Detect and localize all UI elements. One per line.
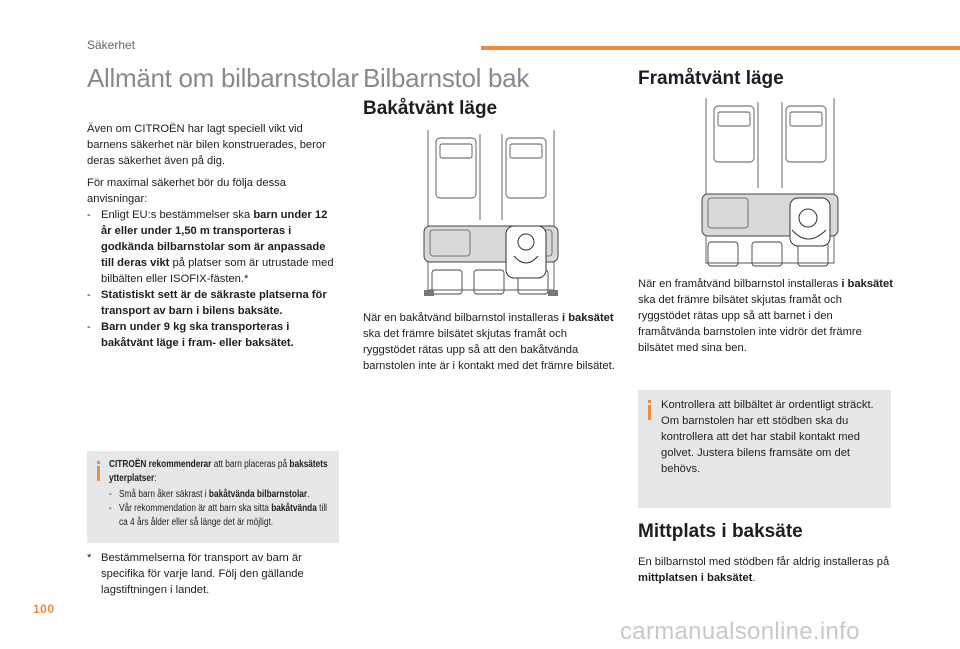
- note-text: CITROËN rekommenderar att barn placeras på baksätets ytterplatser: - Små barn åker säkrast i bakåtvända bilbarnstolar. - Vår rekommendation är att barn ska sitta bakåtvända till ca 4 års ålder eller så länge det är möjligt.: [109, 459, 328, 528]
- col2-title: Bilbarnstol bak: [363, 63, 530, 93]
- col3-title: Framåtvänt läge: [638, 68, 784, 89]
- col1-title: Allmänt om bilbarnstolar: [87, 63, 359, 93]
- rear-facing-seat-illustration: [418, 130, 564, 302]
- forward-facing-seat-illustration: [700, 98, 840, 270]
- info-icon: [648, 400, 651, 403]
- col1-intro: Även om CITROËN har lagt speciell vikt vid barnens säkerhet när bilen konstruerades, beror deras säkerhet även på dig.: [87, 123, 326, 167]
- note-text: Kontrollera att bilbältet är ordentligt sträckt. Om barnstolen har ett stödben ska du kontrollera att det har stabil kontakt med golvet. Justera bilens framsäte om det behövs.: [661, 399, 874, 475]
- col3-subtitle: Mittplats i baksäte: [638, 521, 803, 542]
- col2-subtitle: Bakåtvänt läge: [363, 98, 498, 119]
- col3-paragraph: När en framåtvänd bilbarnstol installeras i baksätet ska det främre bilsätet skjutas framåt och ryggstödet rätas upp så att barnet i den framåtvända barnstolen inte vidrör det främre bilsätet med sina ben.: [638, 278, 893, 354]
- bullet-2: - Statistiskt sett är de säkraste platserna för transport av barn i bilens baksäte.: [87, 289, 327, 317]
- bullet-1: - Enligt EU:s bestämmelser ska barn under 12 år eller under 1,50 m transporteras i godkända bilbarnstolar som är anpassade till deras vikt på platser som är utrustade med bilbälten eller ISOFIX-fästen.*: [87, 209, 334, 285]
- col2-paragraph: När en bakåtvänd bilbarnstol installeras i baksätet ska det främre bilsätet skjutas framåt och ryggstödet rätas upp så att den bakåtvända barnstolen inte är i kontakt med det främre bilsätet.: [363, 312, 615, 372]
- col1-bullet-list: [87, 207, 337, 351]
- info-icon: [97, 461, 100, 464]
- col3-paragraph-2: En bilbarnstol med stödben får aldrig installeras på mittplatsen i baksätet.: [638, 556, 890, 584]
- col1-lead: För maximal säkerhet bör du följa dessa anvisningar:: [87, 177, 286, 205]
- col3-info-note: [638, 390, 891, 508]
- bullet-3: - Barn under 9 kg ska transporteras i bakåtvänt läge i fram- eller baksätet.: [87, 321, 294, 349]
- page-number: 100: [33, 602, 55, 616]
- watermark: carmanualsonline.info: [620, 618, 860, 645]
- header-accent-bar: [481, 46, 960, 50]
- col1-footnote: * Bestämmelserna för transport av barn är specifika för varje land. Följ den gällande lagstiftningen i landet.: [87, 552, 304, 596]
- col1-info-note: [87, 451, 339, 543]
- section-header: Säkerhet: [87, 38, 136, 52]
